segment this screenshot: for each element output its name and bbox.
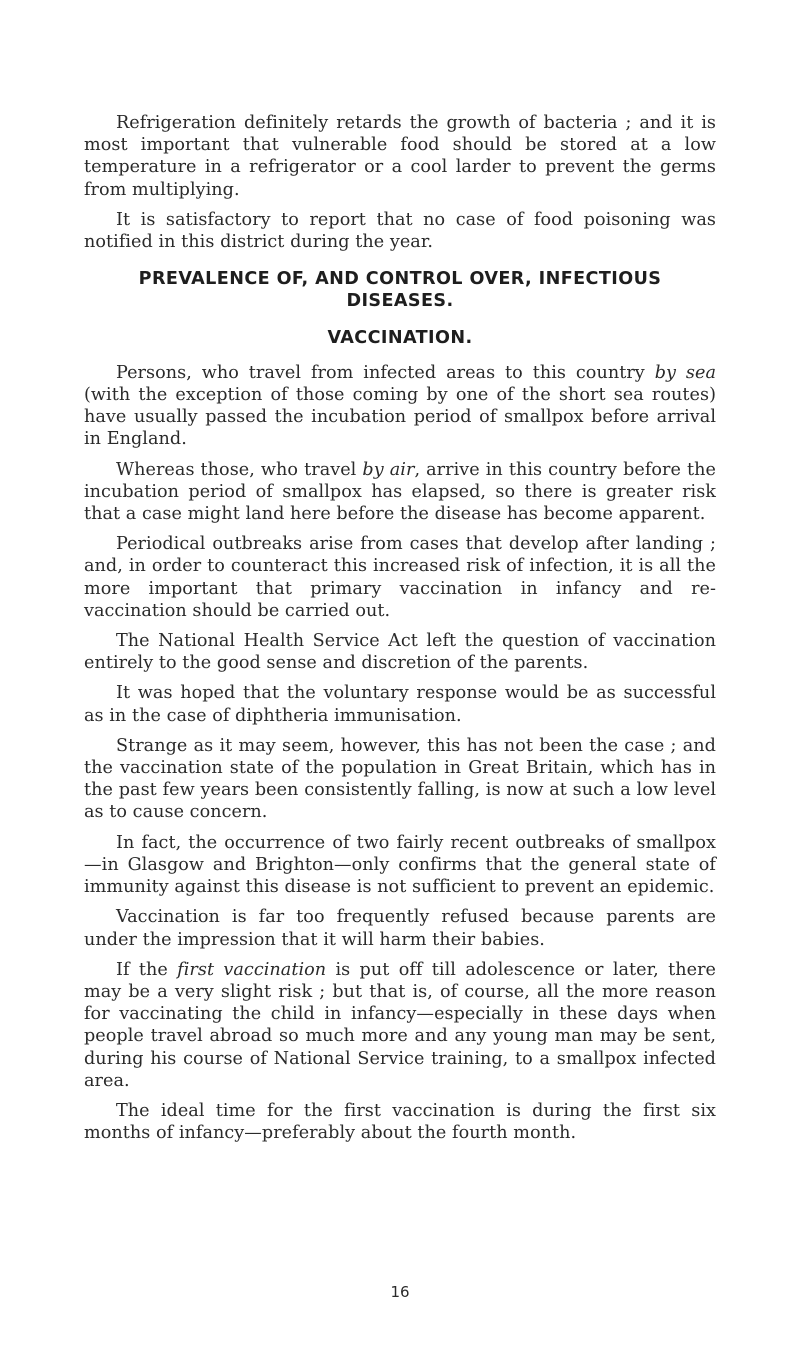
page-number: 16 — [390, 1283, 410, 1301]
paragraph-voluntary-response: It was hoped that the voluntary response would be as successful as in the case of diphtheria immunisation. — [84, 683, 716, 726]
paragraph-vaccination-state: Strange as it may seem, however, this has not been the case ; and the vaccination state of the population in Great Britain, which has in the past few years been consistently falling, is now at such a low level as to cause concern. — [84, 735, 716, 823]
paragraph-food-poisoning: It is satisfactory to report that no case of food poisoning was notified in this district during the year. — [84, 209, 716, 253]
paragraph-refrigeration: Refrigeration definitely retards the growth of bacteria ; and it is most important that vulnerable food should be stored at a low temperature in a refrigerator or a cool larder to prevent the germs from multiplying. — [84, 113, 716, 200]
emphasis-first-vaccination: first vaccination — [177, 959, 327, 980]
text-run: is put off till adolescence or later, there may be a very slight risk ; but that is, of course, all the more reason for vaccinating the child in infancy—especially in these days when people travel abroad so much more and any young man may be sent, during his course of National Service training, to a smallpox infected area. — [84, 959, 717, 1091]
paragraph-ideal-time: The ideal time for the first vaccination is during the first six months of infancy—preferably about the fourth month. — [84, 1100, 716, 1144]
document-body — [84, 112, 716, 1152]
text-run: Persons, who travel from infected areas to this country — [116, 362, 655, 383]
text-run: (with the exception of those coming by one of the short sea routes) have usually passed the incubation period of smallpox before arrival in England. — [84, 385, 716, 450]
paragraph-first-vaccination — [84, 959, 716, 1092]
paragraph-outbreaks-glasgow-brighton: In fact, the occurrence of two fairly recent outbreaks of smallpox—in Glasgow and Brighton—only confirms that the general state of immunity against this disease is not sufficient to prevent an epidemic. — [84, 832, 716, 898]
text-run: Whereas those, who travel — [116, 459, 363, 480]
paragraph-nhs-act: The National Health Service Act left the question of vaccination entirely to the good sense and discretion of the parents. — [84, 631, 716, 674]
emphasis-by-sea: by sea — [654, 362, 716, 383]
emphasis-by-air: by air — [362, 459, 415, 480]
paragraph-vaccination-refused: Vaccination is far too frequently refused because parents are under the impression that it will harm their babies. — [84, 907, 716, 950]
paragraph-travel-by-air — [84, 459, 716, 526]
section-heading: PREVALENCE OF, AND CONTROL OVER, INFECTIOUS DISEASES. — [138, 269, 662, 312]
paragraph-travel-by-sea — [84, 362, 716, 451]
text-run: If the — [116, 959, 178, 980]
paragraph-periodical-outbreaks: Periodical outbreaks arise from cases that develop after landing ; and, in order to counteract this increased risk of infection, it is all the more important that primary vaccination in infancy and re-vaccination should be carried out. — [84, 534, 716, 621]
subsection-heading: VACCINATION. — [327, 327, 473, 348]
text-run: , arrive in this country before the incubation period of smallpox has elapsed, so there is greater risk that a case might land here before the disease has become apparent. — [84, 459, 716, 525]
